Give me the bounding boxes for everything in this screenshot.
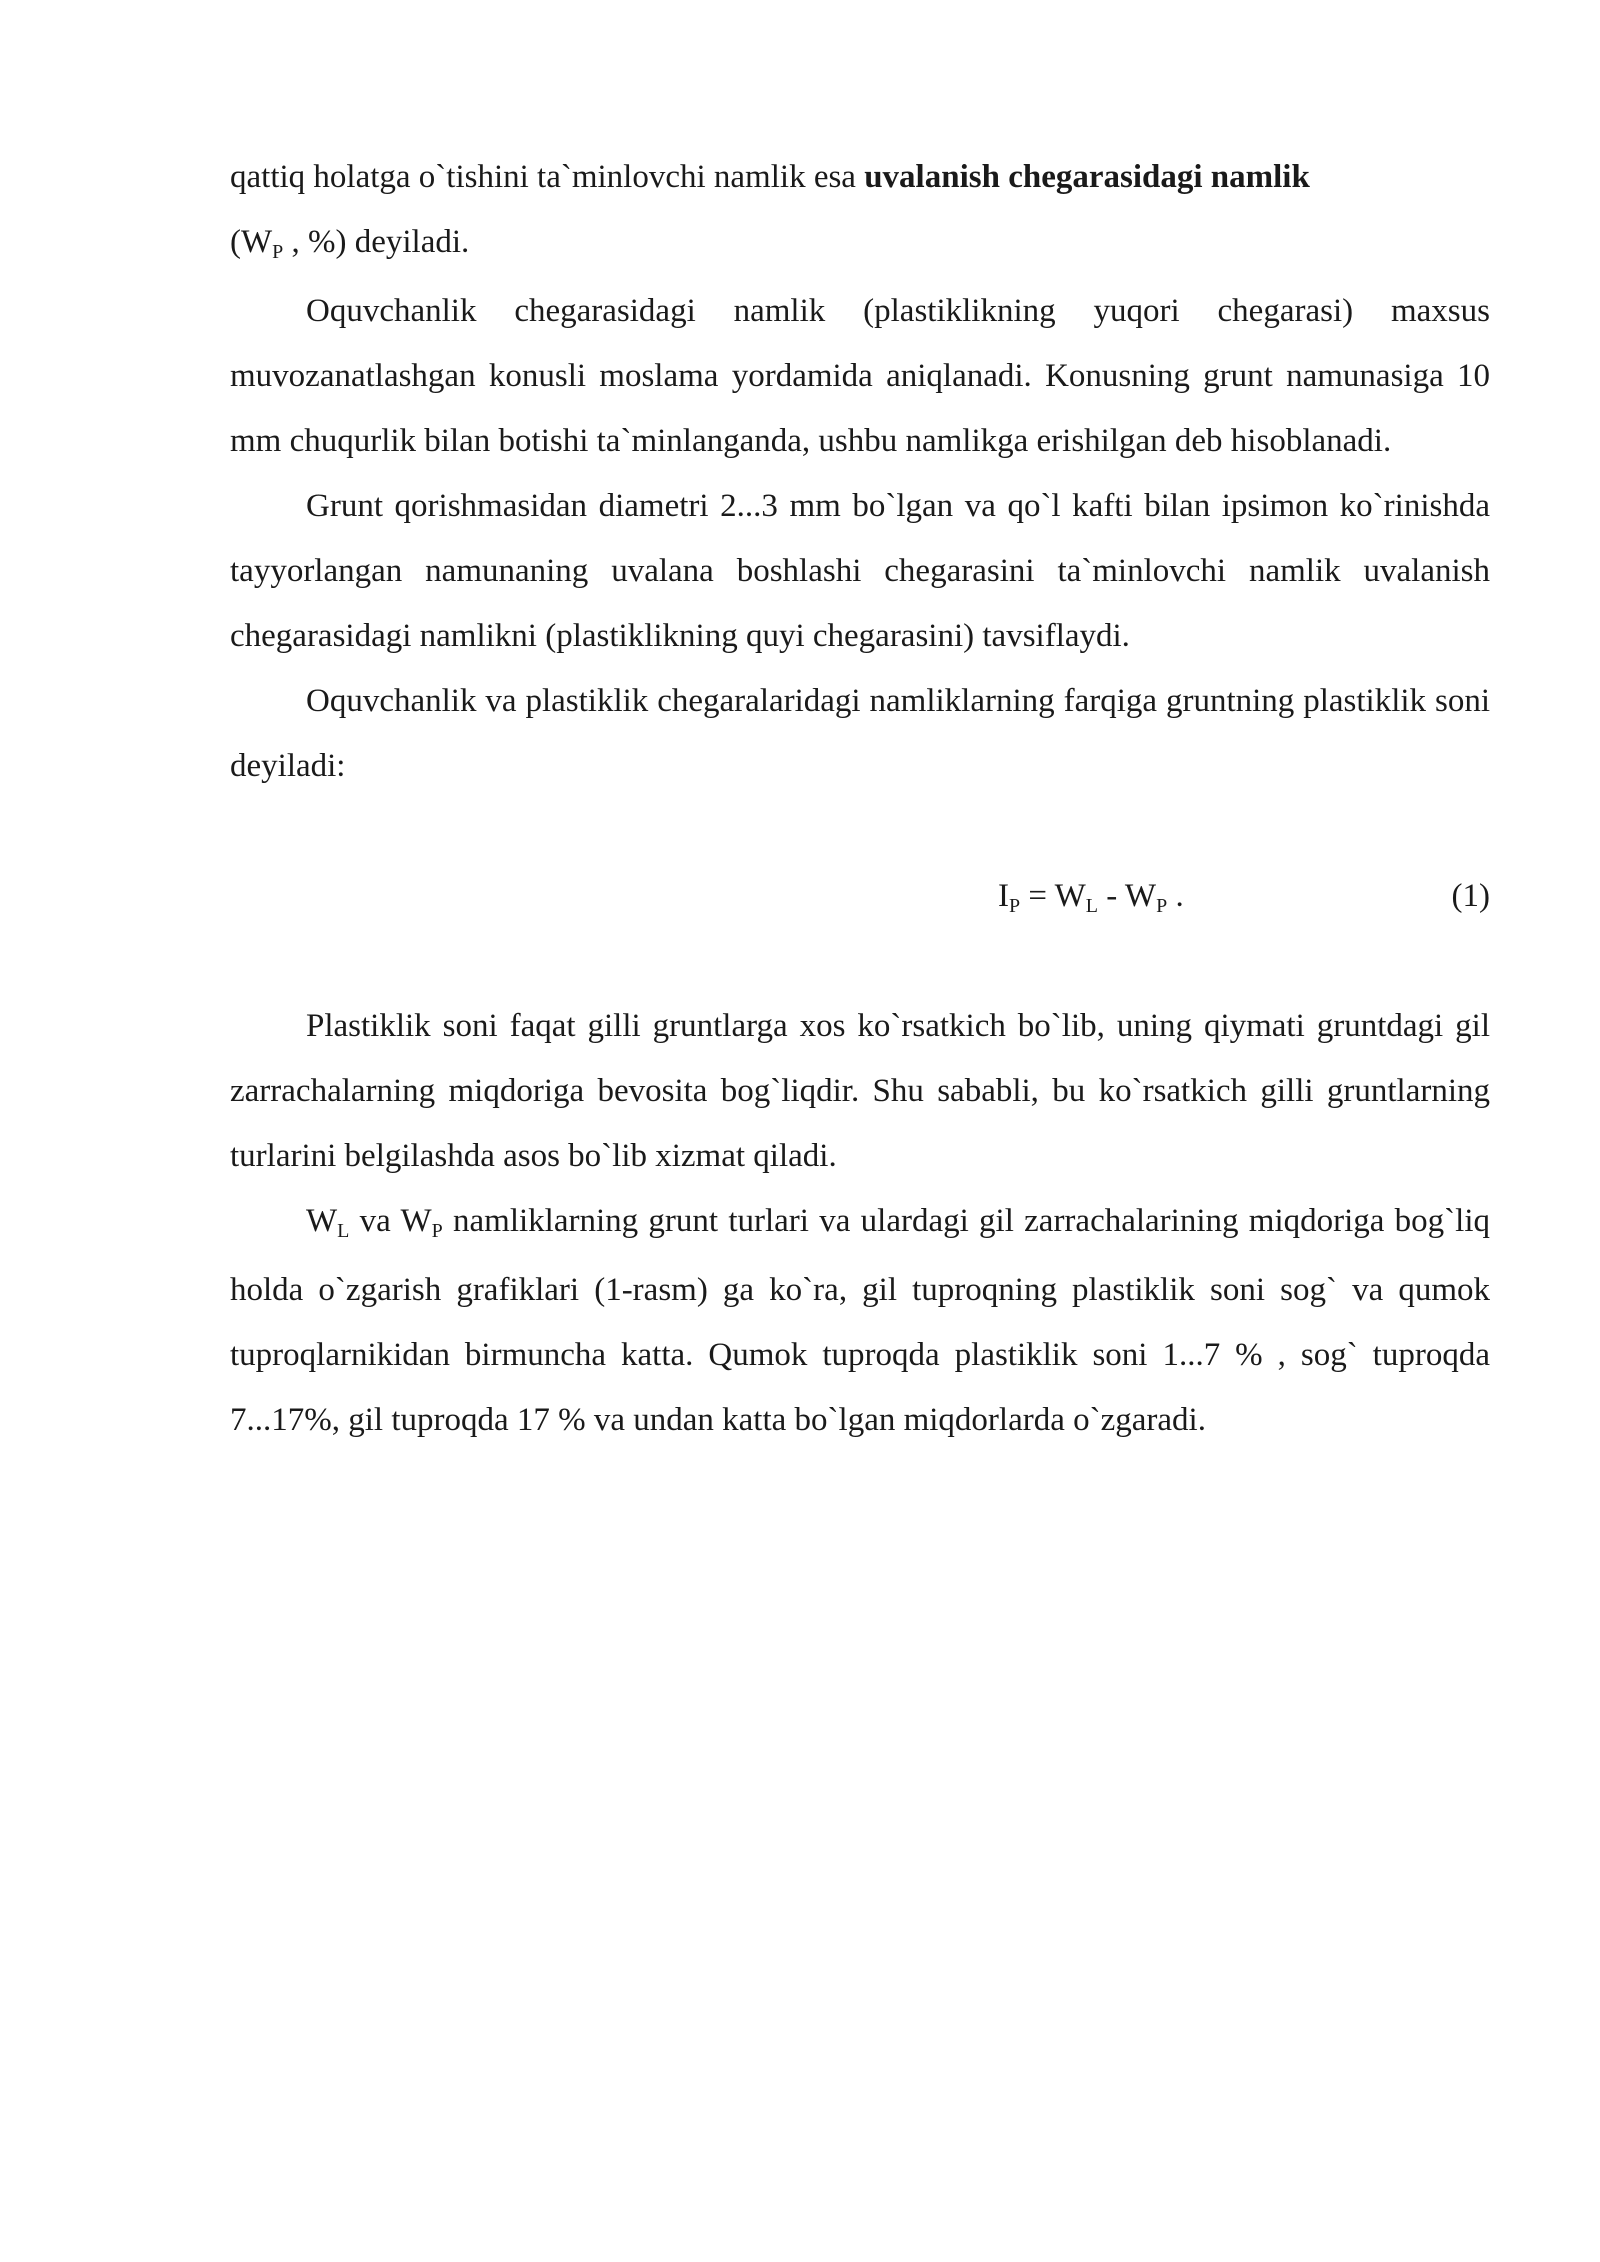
paragraph-1 bbox=[230, 145, 1490, 279]
paragraph-1-rest: , %) deyiladi. bbox=[283, 224, 470, 260]
paragraph-4: Oquvchanlik va plastiklik chegaralaridagi namliklarning farqiga gruntning plastiklik soni deyiladi: bbox=[230, 683, 1490, 784]
formula-number: (1) bbox=[1451, 878, 1490, 914]
term-bold: uvalanish chegarasidagi namlik bbox=[864, 159, 1310, 195]
paragraph-1-text: qattiq holatga o`tishini ta`minlovchi namlik esa bbox=[230, 159, 865, 195]
paragraph-1-open: (W bbox=[230, 224, 273, 260]
paragraph-5: Plastiklik soni faqat gilli gruntlarga xos ko`rsatkich bo`lib, uning qiymati gruntdagi gil zarrachalarning miqdoriga bevosita bog`liqdir. Shu sababli, bu ko`rsatkich gilli gruntlarning turlarini belgilashda asos bo`lib xizmat qiladi. bbox=[230, 1008, 1490, 1174]
document-page bbox=[230, 145, 1490, 1453]
paragraph-6-text: namliklarning grunt turlari va ulardagi gil zarrachalarining miqdoriga bog`liq holda o`zgarish grafiklari (1-rasm) ga ko`ra, gil tuproqning plastiklik soni sog` va qumok tuproqlarnikidan birmuncha katta. Qumok tuproqda plastiklik soni 1...7 % , sog` tuproqda 7...17%, gil tuproqda 17 % va undan katta bo`lgan miqdorlarda o`zgaradi. bbox=[230, 1203, 1491, 1438]
subscript-p: P bbox=[272, 241, 284, 263]
paragraph-2: Oquvchanlik chegarasidagi namlik (plastiklikning yuqori chegarasi) maxsus muvozanatlashgan konusli moslama yordamida aniqlanadi. Konusning grunt namunasiga 10 mm chuqurlik bilan botishi ta`minlanganda, ushbu namlikga erishilgan deb hisoblanadi. bbox=[230, 293, 1490, 459]
formula-block bbox=[230, 864, 1490, 929]
paragraph-3: Grunt qorishmasidan diametri 2...3 mm bo`lgan va qo`l kafti bilan ipsimon ko`rinishda tayyorlangan namunaning uvalana boshlashi chegarasini ta`minlovchi namlik uvalanish chegarasidagi namlikni (plastiklikning quyi chegarasini) tavsiflaydi. bbox=[230, 488, 1490, 654]
formula-expression: IP = WL - WP . bbox=[998, 878, 1184, 917]
paragraph-6: WL va WP namliklarning grunt turlari va ulardagi gil zarrachalarining miqdoriga bog`liq holda o`zgarish grafiklari (1-rasm) ga ko`ra, gil tuproqning plastiklik soni sog` va qumok tuproqlarnikidan birmuncha katta. Qumok tuproqda plastiklik soni 1...7 % , sog` tuproqda 7...17%, gil tuproqda 17 % va undan katta bo`lgan miqdorlarda o`zgaradi. bbox=[230, 1203, 1491, 1438]
